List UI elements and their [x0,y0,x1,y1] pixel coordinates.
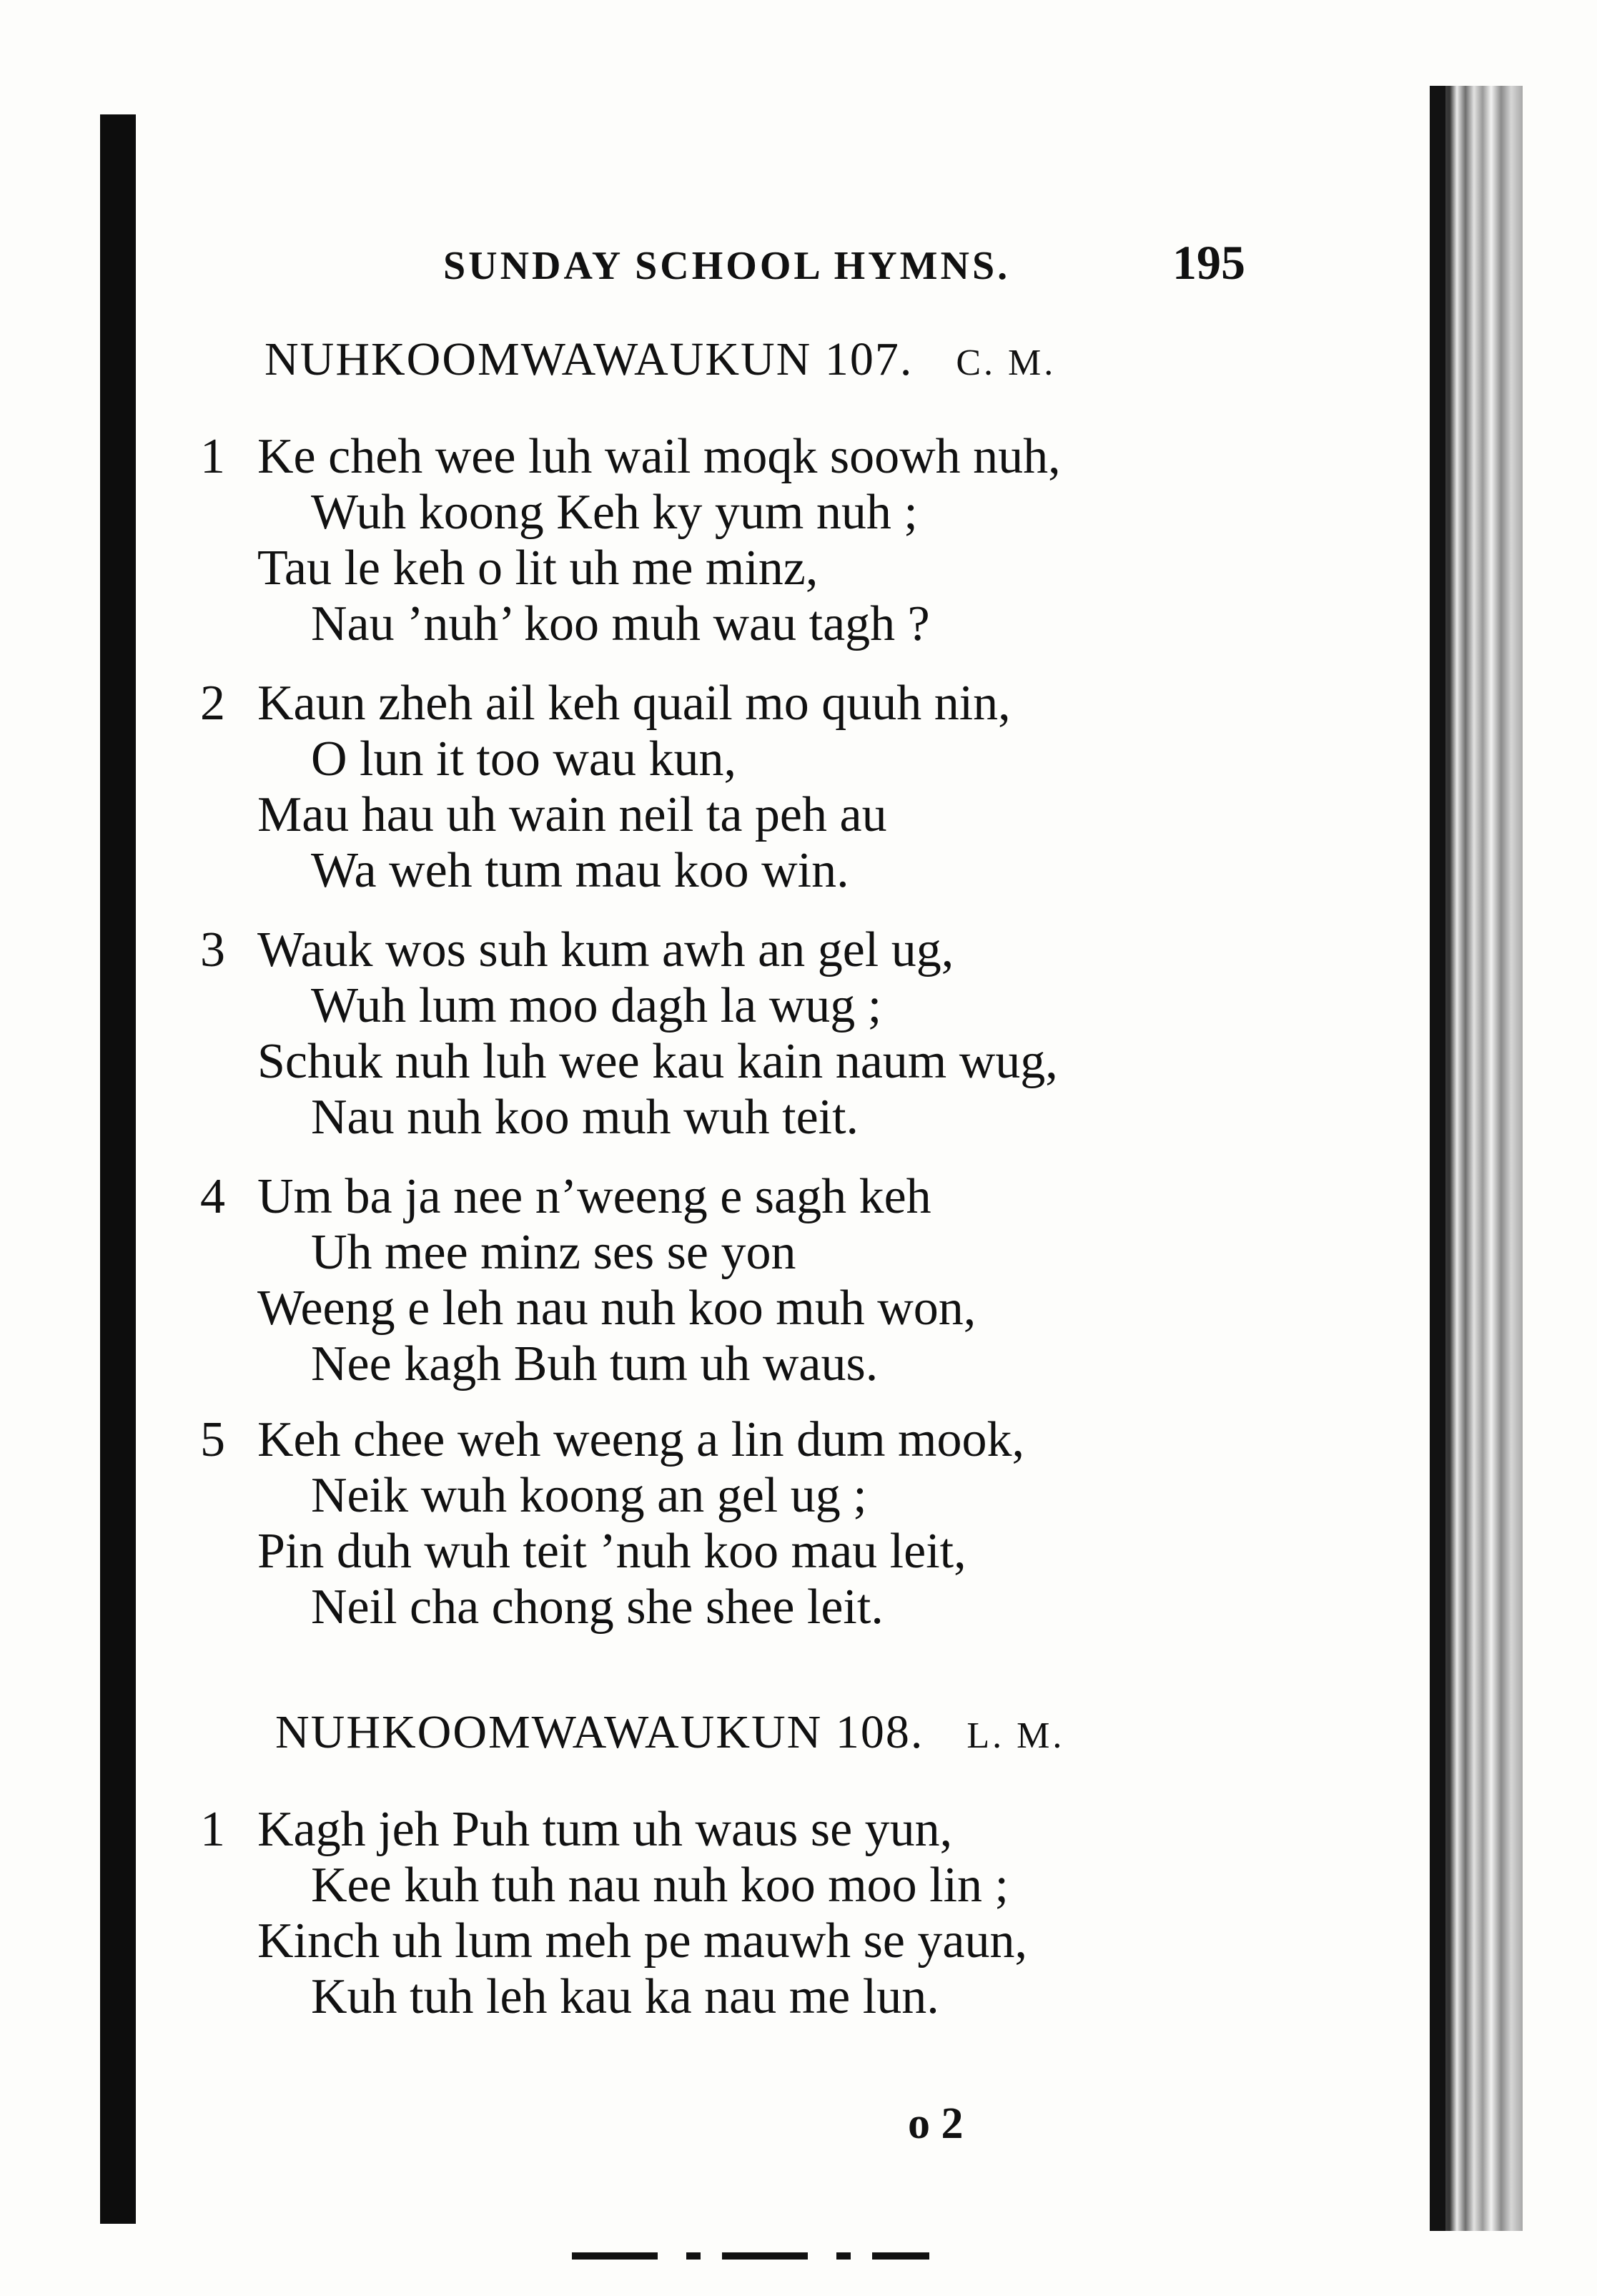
verse-line: Kagh jeh Puh tum uh waus se yun, [257,1802,953,1857]
verse-number: 4 [200,1169,225,1224]
page-edge-rule [1430,86,1445,2231]
verse-line: Mau hau uh wain neil ta peh au [257,787,887,842]
running-head: SUNDAY SCHOOL HYMNS. [443,244,1011,288]
verse-line: Wauk wos suh kum awh an gel ug, [257,922,954,977]
signature-mark: o 2 [908,2099,964,2148]
verse-line: Ke cheh wee luh wail moqk soowh nuh, [257,429,1061,484]
hymn-title: NUHKOOMWAWAUKUN 107. [264,333,914,385]
hymn-meter: C. M. [956,343,1057,383]
verse [200,676,1415,899]
bottom-rule [572,2252,929,2260]
verse [200,1802,1415,2025]
verse-line: Kuh tuh leh kau ka nau me lun. [311,1969,939,2024]
verse-line: Nau nuh koo muh wuh teit. [311,1090,859,1145]
verse [200,1412,1415,1635]
verse-line: Wuh lum moo dagh la wug ; [311,978,882,1033]
verse-line: Nau ’nuh’ koo muh wau tagh ? [311,596,930,651]
verse-line: Tau le keh o lit uh me minz, [257,541,819,596]
hymn-title: NUHKOOMWAWAUKUN 108. [275,1706,924,1758]
verse-number: 3 [200,922,225,977]
verse-line: Neik wuh koong an gel ug ; [311,1468,867,1523]
verse-line: Wa weh tum mau koo win. [311,843,849,898]
verse-number: 5 [200,1412,225,1467]
verse [200,1169,1415,1392]
hymn-heading [264,332,1056,387]
page-number: 195 [1172,235,1245,290]
page-edge-shading [1437,86,1523,2231]
verse-line: Wuh koong Keh ky yum nuh ; [311,485,918,540]
verse [200,429,1415,652]
verse-number: 2 [200,676,225,731]
verse-line: Kinch uh lum meh pe mauwh se yaun, [257,1913,1028,1969]
verse-line: O lun it too wau kun, [311,731,736,787]
verse-line: Nee kagh Buh tum uh waus. [311,1336,879,1391]
hymn-meter: L. M. [966,1715,1065,1756]
verse-number: 1 [200,429,225,484]
verse-line: Um ba ja nee n’weeng e sagh keh [257,1169,931,1224]
verse-line: Kaun zheh ail keh quail mo quuh nin, [257,676,1011,731]
verse-line: Pin duh wuh teit ’nuh koo mau leit, [257,1524,966,1579]
verse-number: 1 [200,1802,225,1857]
verse-line: Uh mee minz ses se yon [311,1225,796,1280]
verse-line: Keh chee weh weeng a lin dum mook, [257,1412,1025,1467]
hymn-heading [275,1705,1064,1760]
binding-border [100,114,136,2224]
verse-line: Weeng e leh nau nuh koo muh won, [257,1281,977,1336]
verse-line: Kee kuh tuh nau nuh koo moo lin ; [311,1858,1009,1913]
verse-line: Neil cha chong she shee leit. [311,1580,884,1635]
verse [200,922,1415,1145]
verse-line: Schuk nuh luh wee kau kain naum wug, [257,1034,1058,1089]
